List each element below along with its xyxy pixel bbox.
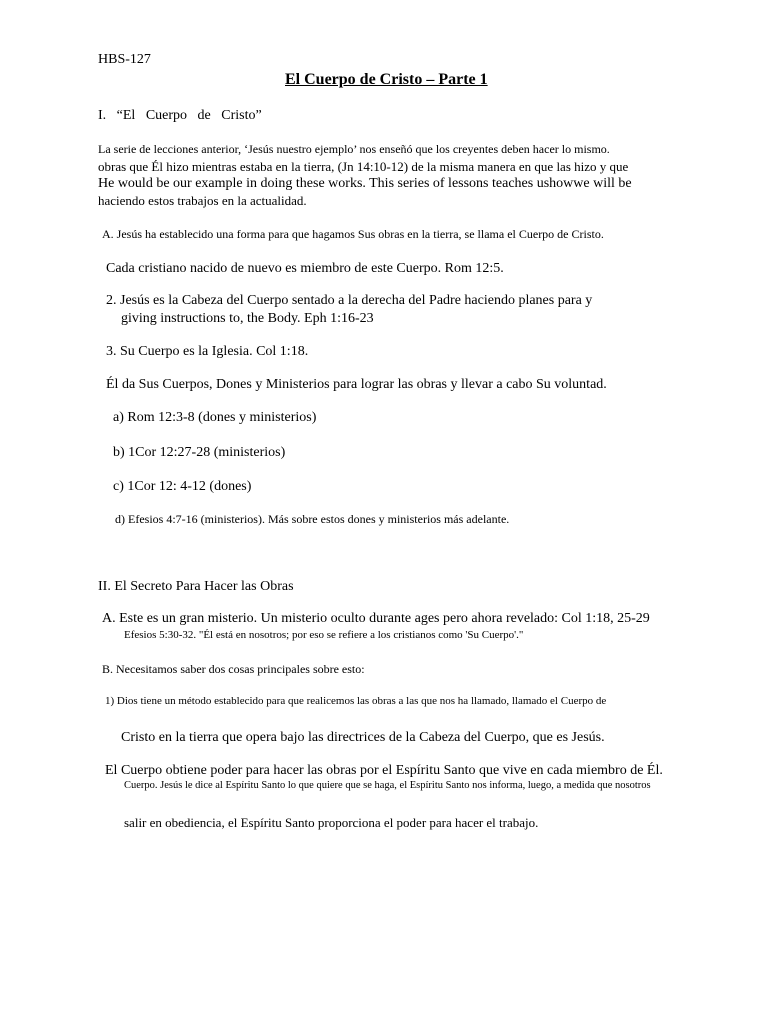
section-2-point-2-line-3: salir en obediencia, el Espíritu Santo proporciona el poder para hacer el trabajo.	[124, 815, 539, 830]
intro-line-3: He would be our example in doing these works. This series of lessons teaches ushowwe will be	[98, 176, 632, 191]
section-1-sub-a: a) Rom 12:3-8 (dones y ministerios)	[113, 410, 317, 425]
section-2-point-1-line-1: 1) Dios tiene un método establecido para que realicemos las obras a las que nos ha llamado, llamado el Cuerpo de	[105, 695, 607, 707]
section-2-point-b: B. Necesitamos saber dos cosas principales sobre esto:	[102, 662, 365, 676]
section-2-point-2-line-1: El Cuerpo obtiene poder para hacer las obras por el Espíritu Santo que vive en cada miembro de Él.	[105, 763, 663, 778]
section-2-point-a-line-1: A. Este es un gran misterio. Un misterio oculto durante ages pero ahora revelado: Col 1:18, 25-29	[102, 611, 650, 626]
section-2-point-2-line-2: Cuerpo. Jesús le dice al Espíritu Santo lo que quiere que se haga, el Espíritu Santo nos informa, luego, a medida que nosotros	[124, 780, 651, 791]
section-1-point-4: Él da Sus Cuerpos, Dones y Ministerios para lograr las obras y llevar a cabo Su voluntad.	[106, 377, 607, 392]
section-1-point-2-line-1: 2. Jesús es la Cabeza del Cuerpo sentado a la derecha del Padre haciendo planes para y	[106, 293, 593, 308]
section-1-sub-d: d) Efesios 4:7-16 (ministerios). Más sobre estos dones y ministerios más adelante.	[115, 512, 510, 526]
section-2-point-1-line-2: Cristo en la tierra que opera bajo las directrices de la Cabeza del Cuerpo, que es Jesús.	[121, 730, 605, 745]
section-1-point-2-line-2: giving instructions to, the Body. Eph 1:16-23	[121, 311, 374, 326]
section-1-sub-c: c) 1Cor 12: 4-12 (dones)	[113, 479, 252, 494]
section-2-heading: II. El Secreto Para Hacer las Obras	[98, 579, 294, 594]
section-1-point-a1: Cada cristiano nacido de nuevo es miembro de este Cuerpo. Rom 12:5.	[106, 261, 504, 276]
intro-line-4: haciendo estos trabajos en la actualidad.	[98, 193, 307, 208]
intro-line-1: La serie de lecciones anterior, ‘Jesús nuestro ejemplo’ nos enseñó que los creyentes deben hacer lo mismo.	[98, 142, 610, 156]
document-code: HBS-127	[98, 52, 151, 67]
section-1-point-3: 3. Su Cuerpo es la Iglesia. Col 1:18.	[106, 344, 309, 359]
document-title: El Cuerpo de Cristo – Parte 1	[285, 71, 488, 88]
section-1-heading: I. “El Cuerpo de Cristo”	[98, 108, 262, 123]
section-1-point-a: A. Jesús ha establecido una forma para que hagamos Sus obras en la tierra, se llama el Cuerpo de Cristo.	[102, 227, 604, 241]
intro-line-2: obras que Él hizo mientras estaba en la tierra, (Jn 14:10-12) de la misma manera en que las hizo y que	[98, 159, 629, 174]
section-2-point-a-line-2: Efesios 5:30-32. "Él está en nosotros; por eso se refiere a los cristianos como 'Su Cuerpo'."	[124, 629, 524, 641]
section-1-sub-b: b) 1Cor 12:27-28 (ministerios)	[113, 445, 286, 460]
